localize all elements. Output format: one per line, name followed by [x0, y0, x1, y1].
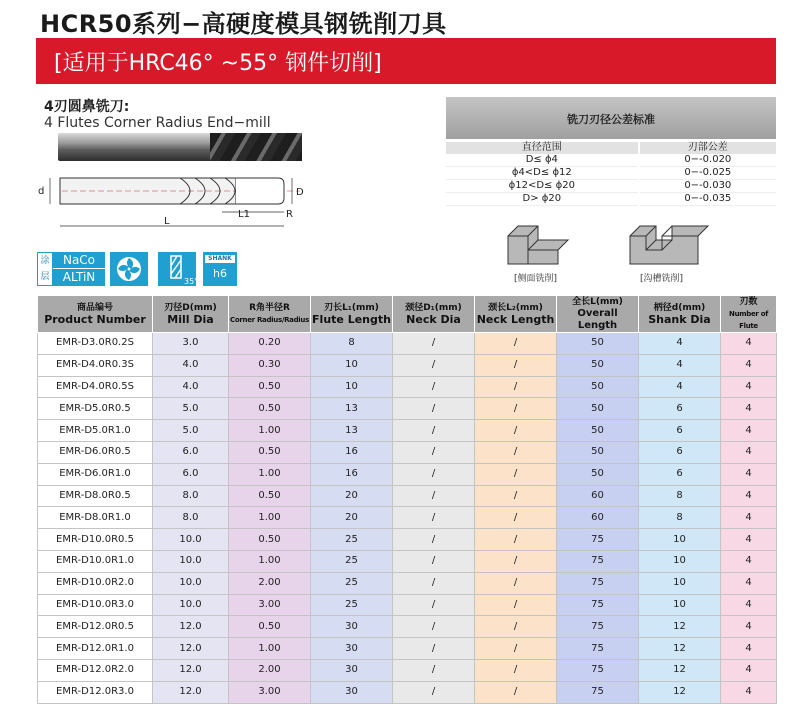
cell-flute-length: 20 [311, 485, 393, 507]
cell-mill-dia: 8.0 [153, 485, 229, 507]
table-row [38, 354, 777, 376]
cell-corner-radius: 3.00 [229, 594, 311, 616]
cell-shank-dia: 12 [639, 681, 721, 703]
col-flute-count [721, 296, 777, 333]
col-product-number [38, 296, 153, 333]
table-row [38, 441, 777, 463]
cell-shank-dia: 4 [639, 376, 721, 398]
cell-corner-radius: 0.50 [229, 485, 311, 507]
cell-neck-dia: / [393, 420, 475, 442]
col-cn-label: R角半径R [249, 303, 290, 313]
side-milling-icon [504, 218, 574, 268]
cell-overall-length: 75 [557, 550, 639, 572]
flute-section-icon [110, 252, 148, 286]
cell-corner-radius: 0.30 [229, 354, 311, 376]
cell-corner-radius: 1.00 [229, 463, 311, 485]
dim-L-label: L [164, 216, 170, 227]
table-row [38, 529, 777, 551]
cell-flute-count: 4 [721, 659, 777, 681]
cell-shank-dia: 8 [639, 485, 721, 507]
cell-neck-length: / [475, 659, 557, 681]
cell-product-number: EMR-D10.0R1.0 [38, 550, 153, 572]
cell-neck-length: / [475, 420, 557, 442]
cell-product-number: EMR-D8.0R0.5 [38, 485, 153, 507]
side-milling-label: [侧面铣削] [514, 274, 558, 284]
cell-neck-length: / [475, 616, 557, 638]
cell-mill-dia: 4.0 [153, 376, 229, 398]
tolerance-row [446, 167, 776, 180]
table-row [38, 659, 777, 681]
cell-product-number: EMR-D12.0R2.0 [38, 659, 153, 681]
col-flute-length [311, 296, 393, 333]
table-row [38, 594, 777, 616]
cell-shank-dia: 12 [639, 659, 721, 681]
cell-flute-length: 8 [311, 333, 393, 355]
table-row [38, 616, 777, 638]
cell-flute-count: 4 [721, 572, 777, 594]
cell-neck-dia: / [393, 441, 475, 463]
cell-product-number: EMR-D12.0R0.5 [38, 616, 153, 638]
col-en-label: Shank Dia [648, 313, 711, 326]
cell-neck-dia: / [393, 594, 475, 616]
helix-angle-badge [158, 252, 199, 286]
cell-neck-length: / [475, 376, 557, 398]
application-banner [36, 38, 776, 84]
coating-label: 涂层 [37, 252, 53, 286]
col-neck-length [475, 296, 557, 333]
col-en-label: Overall Length [577, 308, 618, 331]
cell-mill-dia: 8.0 [153, 507, 229, 529]
cell-flute-length: 16 [311, 441, 393, 463]
cell-mill-dia: 12.0 [153, 659, 229, 681]
cell-corner-radius: 0.50 [229, 376, 311, 398]
cell-flute-count: 4 [721, 485, 777, 507]
cell-neck-dia: / [393, 376, 475, 398]
cell-shank-dia: 12 [639, 638, 721, 660]
cell-overall-length: 50 [557, 376, 639, 398]
cell-corner-radius: 0.20 [229, 333, 311, 355]
col-mill-dia [153, 296, 229, 333]
cell-product-number: EMR-D12.0R1.0 [38, 638, 153, 660]
cell-product-number: EMR-D8.0R1.0 [38, 507, 153, 529]
col-cn-label: 颈径D₁(mm) [405, 303, 462, 313]
table-row [38, 550, 777, 572]
cell-flute-length: 10 [311, 376, 393, 398]
table-row [38, 333, 777, 355]
cell-neck-dia: / [393, 485, 475, 507]
cell-flute-count: 4 [721, 681, 777, 703]
cell-neck-dia: / [393, 354, 475, 376]
tolerance-range: ϕ12<D≤ ϕ20 [446, 180, 639, 193]
cell-overall-length: 75 [557, 594, 639, 616]
cell-flute-count: 4 [721, 420, 777, 442]
col-corner-radius [229, 296, 311, 333]
cell-mill-dia: 12.0 [153, 616, 229, 638]
cell-neck-dia: / [393, 616, 475, 638]
cell-overall-length: 50 [557, 333, 639, 355]
cell-neck-dia: / [393, 398, 475, 420]
coating-badge [37, 252, 105, 286]
col-cn-label: 全长L(mm) [572, 297, 623, 307]
slot-milling-icon [626, 218, 712, 268]
table-row [38, 507, 777, 529]
cell-mill-dia: 12.0 [153, 681, 229, 703]
cell-flute-count: 4 [721, 354, 777, 376]
cell-neck-dia: / [393, 638, 475, 660]
cell-corner-radius: 2.00 [229, 572, 311, 594]
cell-flute-count: 4 [721, 333, 777, 355]
cell-neck-dia: / [393, 550, 475, 572]
product-table-body [38, 333, 777, 704]
table-row [38, 463, 777, 485]
cell-neck-dia: / [393, 507, 475, 529]
cell-neck-length: / [475, 638, 557, 660]
col-en-label: Corner Radius/Radius [230, 316, 309, 324]
cell-mill-dia: 10.0 [153, 550, 229, 572]
table-row [38, 398, 777, 420]
cell-corner-radius: 1.00 [229, 420, 311, 442]
cell-neck-length: / [475, 594, 557, 616]
cell-flute-count: 4 [721, 594, 777, 616]
cell-shank-dia: 10 [639, 594, 721, 616]
cell-neck-length: / [475, 485, 557, 507]
tolerance-row [446, 154, 776, 167]
cell-flute-count: 4 [721, 529, 777, 551]
col-cn-label: 柄径d(mm) [653, 303, 706, 313]
cell-flute-count: 4 [721, 463, 777, 485]
coating-altin: ALTiN [53, 269, 105, 286]
tolerance-value: 0−-0.020 [639, 154, 776, 167]
cell-mill-dia: 6.0 [153, 441, 229, 463]
cell-flute-length: 25 [311, 594, 393, 616]
tool-name-en: 4 Flutes Corner Radius End−mill [44, 115, 271, 131]
cell-flute-count: 4 [721, 376, 777, 398]
cell-flute-length: 30 [311, 659, 393, 681]
cell-flute-count: 4 [721, 638, 777, 660]
cell-corner-radius: 0.50 [229, 616, 311, 638]
slot-milling-label: [沟槽铣削] [640, 274, 684, 284]
tolerance-range: D≤ ϕ4 [446, 154, 639, 167]
cell-shank-dia: 6 [639, 463, 721, 485]
dim-d-label: d [38, 186, 45, 197]
cell-shank-dia: 10 [639, 550, 721, 572]
cell-shank-dia: 6 [639, 420, 721, 442]
dim-D-label: D [296, 187, 304, 198]
col-en-label: Neck Length [476, 313, 555, 326]
tolerance-value: 0−-0.030 [639, 180, 776, 193]
tolerance-value: 0−-0.025 [639, 167, 776, 180]
col-cn-label: 刃长L₁(mm) [324, 303, 379, 313]
cell-mill-dia: 10.0 [153, 572, 229, 594]
tool-name-cn: 4刃圆鼻铣刀: [44, 99, 130, 115]
cell-neck-length: / [475, 463, 557, 485]
coating-naco: NaCo [53, 252, 105, 269]
flute-section-badge [110, 252, 148, 286]
shank-tolerance: h6 [213, 267, 227, 280]
tolerance-title: 铣刀刃径公差标准 [567, 113, 655, 126]
col-shank-dia [639, 296, 721, 333]
helix-angle-value: 35° [184, 277, 199, 286]
cell-product-number: EMR-D5.0R0.5 [38, 398, 153, 420]
table-row [38, 638, 777, 660]
col-neck-dia [393, 296, 475, 333]
cell-flute-count: 4 [721, 616, 777, 638]
cell-shank-dia: 4 [639, 333, 721, 355]
cell-mill-dia: 3.0 [153, 333, 229, 355]
table-row [38, 572, 777, 594]
col-en-label: Mill Dia [167, 313, 214, 326]
cell-flute-length: 30 [311, 616, 393, 638]
cell-overall-length: 60 [557, 507, 639, 529]
cell-mill-dia: 5.0 [153, 398, 229, 420]
col-cn-label: 刃数 [739, 297, 758, 307]
cell-corner-radius: 1.00 [229, 550, 311, 572]
cell-mill-dia: 4.0 [153, 354, 229, 376]
endmill-flutes [210, 133, 302, 161]
col-cn-label: 刃径D(mm) [164, 303, 217, 313]
cell-shank-dia: 4 [639, 354, 721, 376]
cell-neck-dia: / [393, 681, 475, 703]
cell-product-number: EMR-D4.0R0.5S [38, 376, 153, 398]
cell-overall-length: 75 [557, 681, 639, 703]
cell-flute-length: 25 [311, 529, 393, 551]
col-cn-label: 颈长L₂(mm) [488, 303, 543, 313]
cell-neck-dia: / [393, 529, 475, 551]
col-en-label: Flute Length [312, 313, 391, 326]
cell-overall-length: 50 [557, 463, 639, 485]
dim-L1-label: L1 [238, 209, 250, 220]
cell-shank-dia: 6 [639, 398, 721, 420]
cell-corner-radius: 1.00 [229, 507, 311, 529]
cell-neck-length: / [475, 507, 557, 529]
shank-label: SHANK [205, 255, 235, 263]
cell-neck-length: / [475, 398, 557, 420]
cell-mill-dia: 10.0 [153, 594, 229, 616]
col-en-label: Product Number [44, 313, 146, 326]
cell-product-number: EMR-D12.0R3.0 [38, 681, 153, 703]
cell-neck-length: / [475, 441, 557, 463]
cell-product-number: EMR-D5.0R1.0 [38, 420, 153, 442]
cell-overall-length: 75 [557, 638, 639, 660]
cell-shank-dia: 12 [639, 616, 721, 638]
cell-flute-count: 4 [721, 507, 777, 529]
cell-product-number: EMR-D10.0R2.0 [38, 572, 153, 594]
dim-R-label: R [286, 209, 293, 220]
cell-shank-dia: 10 [639, 572, 721, 594]
cell-neck-dia: / [393, 463, 475, 485]
tolerance-value: 0−-0.035 [639, 193, 776, 206]
cell-overall-length: 50 [557, 398, 639, 420]
cell-product-number: EMR-D6.0R1.0 [38, 463, 153, 485]
cell-flute-length: 13 [311, 420, 393, 442]
cell-shank-dia: 8 [639, 507, 721, 529]
tolerance-header-row [446, 142, 776, 154]
cell-flute-count: 4 [721, 398, 777, 420]
cell-product-number: EMR-D3.0R0.2S [38, 333, 153, 355]
cell-neck-length: / [475, 572, 557, 594]
cell-mill-dia: 6.0 [153, 463, 229, 485]
cell-flute-length: 16 [311, 463, 393, 485]
cell-corner-radius: 1.00 [229, 638, 311, 660]
cell-shank-dia: 6 [639, 441, 721, 463]
cell-overall-length: 50 [557, 420, 639, 442]
tolerance-col-value: 刃部公差 [639, 142, 776, 154]
table-row [38, 485, 777, 507]
tolerance-header [446, 97, 776, 139]
col-overall-length [557, 296, 639, 333]
helix-angle-icon [158, 252, 199, 286]
cell-neck-dia: / [393, 659, 475, 681]
cell-corner-radius: 2.00 [229, 659, 311, 681]
cell-neck-length: / [475, 354, 557, 376]
endmill-dimension-drawing [30, 166, 310, 236]
cell-neck-dia: / [393, 333, 475, 355]
cell-corner-radius: 0.50 [229, 529, 311, 551]
tolerance-range: D> ϕ20 [446, 193, 639, 206]
cell-overall-length: 50 [557, 354, 639, 376]
cell-corner-radius: 0.50 [229, 441, 311, 463]
cell-product-number: EMR-D4.0R0.3S [38, 354, 153, 376]
col-en-label: Neck Dia [406, 313, 461, 326]
cell-overall-length: 75 [557, 659, 639, 681]
endmill-photo [58, 133, 302, 161]
cell-overall-length: 75 [557, 529, 639, 551]
product-table [37, 295, 777, 704]
cell-mill-dia: 12.0 [153, 638, 229, 660]
cell-flute-length: 30 [311, 638, 393, 660]
tolerance-range: ϕ4<D≤ ϕ12 [446, 167, 639, 180]
cell-corner-radius: 3.00 [229, 681, 311, 703]
cell-mill-dia: 5.0 [153, 420, 229, 442]
cell-flute-count: 4 [721, 550, 777, 572]
tolerance-table [446, 142, 776, 206]
cell-product-number: EMR-D10.0R0.5 [38, 529, 153, 551]
tolerance-row [446, 180, 776, 193]
banner-text: [适用于HRC46° ~55° 钢件切削] [54, 51, 382, 76]
cell-product-number: EMR-D10.0R3.0 [38, 594, 153, 616]
cell-neck-length: / [475, 529, 557, 551]
cell-flute-count: 4 [721, 441, 777, 463]
page-title: HCR50系列−高硬度模具钢铣削刀具 [40, 10, 447, 38]
cell-overall-length: 50 [557, 441, 639, 463]
cell-product-number: EMR-D6.0R0.5 [38, 441, 153, 463]
tolerance-col-range: 直径范围 [446, 142, 639, 154]
cell-flute-length: 30 [311, 681, 393, 703]
cell-flute-length: 10 [311, 354, 393, 376]
cell-neck-length: / [475, 681, 557, 703]
table-row [38, 681, 777, 703]
cell-overall-length: 60 [557, 485, 639, 507]
cell-mill-dia: 10.0 [153, 529, 229, 551]
cell-flute-length: 25 [311, 572, 393, 594]
cell-neck-dia: / [393, 572, 475, 594]
cell-flute-length: 13 [311, 398, 393, 420]
cell-overall-length: 75 [557, 616, 639, 638]
cell-flute-length: 25 [311, 550, 393, 572]
cell-corner-radius: 0.50 [229, 398, 311, 420]
col-cn-label: 商品编号 [76, 303, 113, 313]
table-header-row [38, 296, 777, 333]
table-row [38, 420, 777, 442]
cell-neck-length: / [475, 333, 557, 355]
shank-badge [203, 252, 237, 286]
cell-neck-length: / [475, 550, 557, 572]
col-en-label: Number of Flute [729, 310, 768, 330]
cell-shank-dia: 10 [639, 529, 721, 551]
cell-overall-length: 75 [557, 572, 639, 594]
cell-flute-length: 20 [311, 507, 393, 529]
table-row [38, 376, 777, 398]
tolerance-row [446, 193, 776, 206]
